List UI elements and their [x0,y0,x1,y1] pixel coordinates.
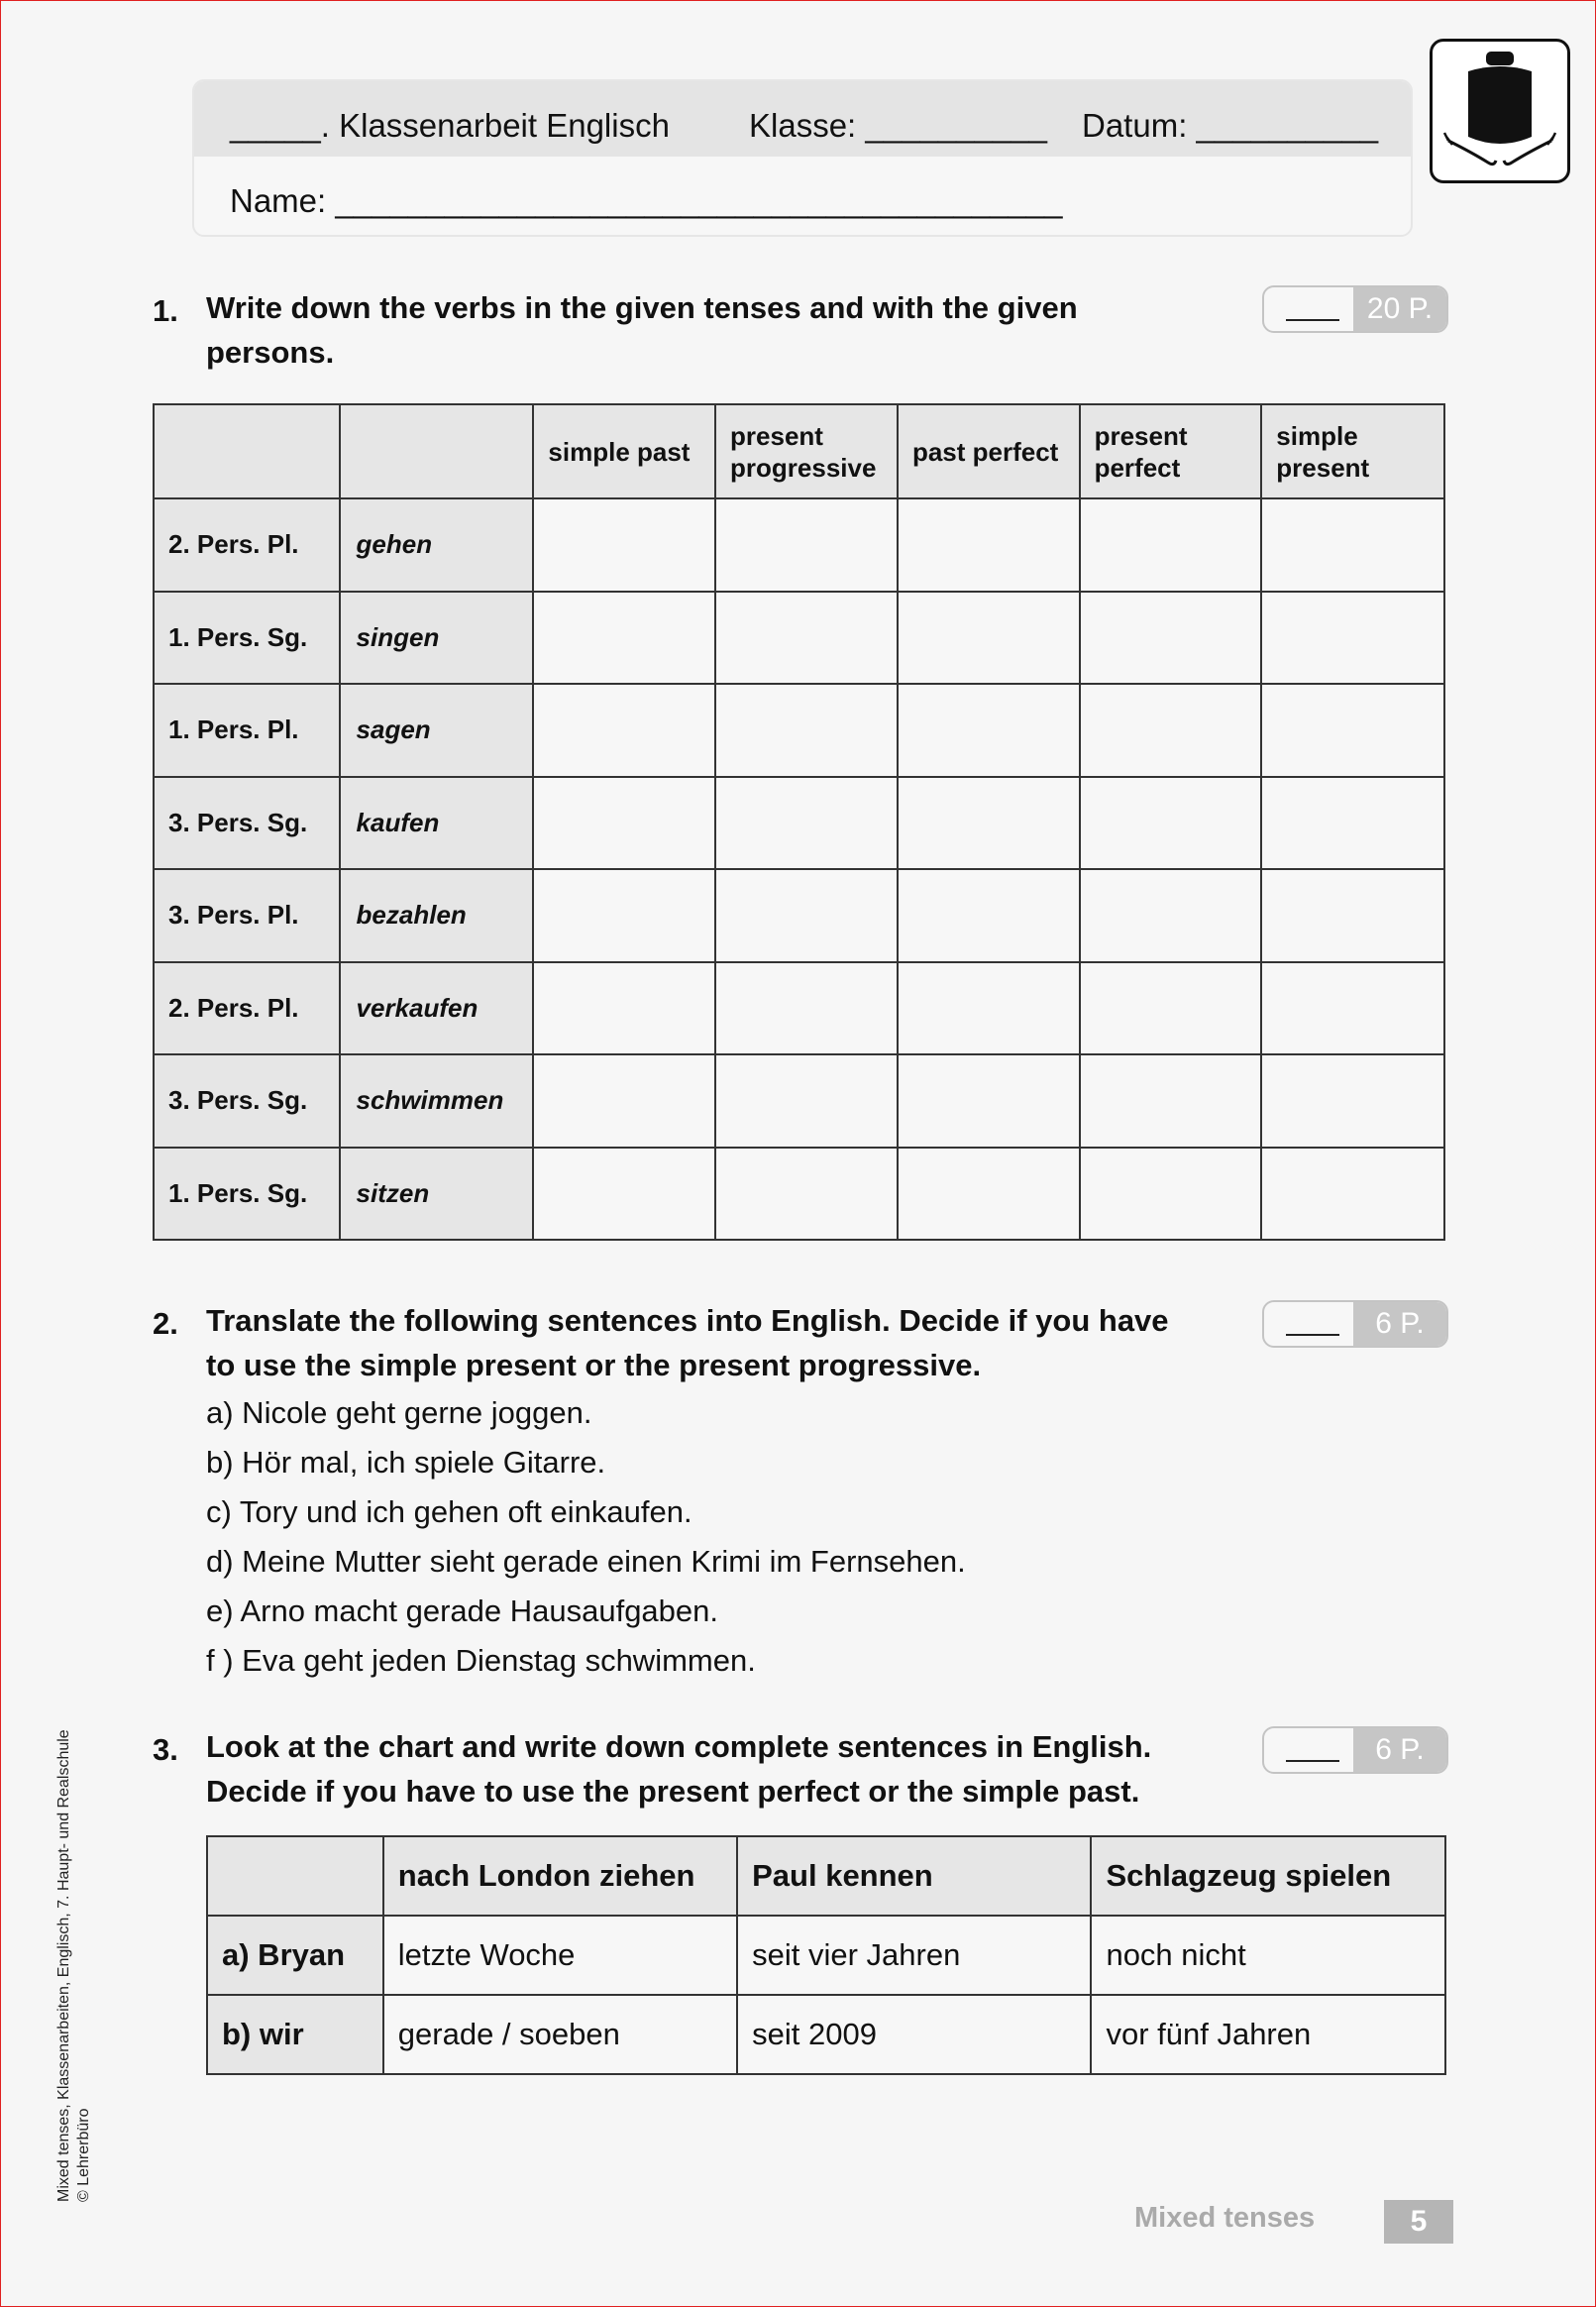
chart-header-row [207,1836,1445,1916]
task2-number: 2. [153,1306,178,1341]
answer-cell[interactable] [1080,777,1262,870]
chart-row [207,1916,1445,1995]
answer-cell[interactable] [533,684,715,777]
person-cell: 1. Pers. Sg. [154,592,340,685]
task1-points-box [1262,285,1448,333]
answer-cell[interactable] [533,498,715,592]
verb-cell: schwimmen [340,1054,534,1148]
answer-cell[interactable] [715,592,898,685]
answer-cell[interactable] [1080,684,1262,777]
verb-cell: bezahlen [340,869,534,962]
answer-cell[interactable] [533,869,715,962]
tense-header-line: past perfect [911,436,1059,467]
verb-row [154,1054,1444,1148]
answer-cell[interactable] [1261,962,1444,1055]
chart-header-cell: Schlagzeug spielen [1091,1836,1445,1916]
chart-corner-cell [207,1836,383,1916]
empty-header-cell [340,404,534,498]
answer-cell[interactable] [715,1148,898,1241]
chart-row-label: a) Bryan [207,1916,383,1995]
tense-header-line: present [1276,452,1370,483]
chart-row-label: b) wir [207,1995,383,2074]
sentence-item: e) Arno macht gerade Hausaufgaben. [206,1593,719,1628]
answer-cell[interactable] [1080,498,1262,592]
chart-cell: letzte Woche [383,1916,737,1995]
sentence-item: c) Tory und ich gehen oft einkaufen. [206,1494,692,1529]
answer-cell[interactable] [898,1148,1080,1241]
task3-points-box [1262,1726,1448,1774]
verb-cell: sitzen [340,1148,534,1241]
empty-header-cell [154,404,340,498]
tense-header-line: perfect [1094,452,1181,483]
tense-header-cell [898,404,1080,498]
tense-header-row [154,404,1444,498]
verb-cell: singen [340,592,534,685]
verb-cell: verkaufen [340,962,534,1055]
answer-cell[interactable] [898,869,1080,962]
task3-title-line2: Decide if you have to use the present perfect or the simple past. [206,1774,1140,1809]
task1-number: 1. [153,293,178,328]
answer-cell[interactable] [533,1148,715,1241]
tense-header-line: simple [1276,420,1358,451]
person-cell: 2. Pers. Pl. [154,498,340,592]
copyright-line1: Mixed tenses, Klassenarbeiten, Englisch, 7. Haupt- und Realschule [55,1729,72,2202]
answer-cell[interactable] [1080,869,1262,962]
points-blank[interactable] [1264,1302,1353,1346]
chart-cell: seit 2009 [737,1995,1091,2074]
answer-cell[interactable] [1261,869,1444,962]
points-value: 6 P. [1353,1302,1446,1346]
verb-tense-table [153,403,1445,1241]
verb-cell: kaufen [340,777,534,870]
publisher-logo [1430,39,1570,183]
chart-cell: gerade / soeben [383,1995,737,2074]
person-cell: 1. Pers. Pl. [154,684,340,777]
chart-header-cell: Paul kennen [737,1836,1091,1916]
sentence-item: a) Nicole geht gerne joggen. [206,1395,592,1430]
answer-cell[interactable] [533,777,715,870]
answer-cell[interactable] [898,684,1080,777]
answer-cell[interactable] [533,592,715,685]
tense-header-line: present [730,420,823,451]
answer-cell[interactable] [1261,1054,1444,1148]
verb-cell: sagen [340,684,534,777]
points-value: 20 P. [1353,287,1446,331]
answer-cell[interactable] [715,777,898,870]
footer-title: Mixed tenses [1134,2202,1316,2234]
verb-row [154,1148,1444,1241]
answer-cell[interactable] [1080,1148,1262,1241]
points-value: 6 P. [1353,1728,1446,1772]
tense-header-cell [1261,404,1444,498]
chart-cell: vor fünf Jahren [1091,1995,1445,2074]
answer-cell[interactable] [1080,592,1262,685]
name-label: Name: ________________________________________ [230,182,1063,219]
answer-cell[interactable] [898,777,1080,870]
answer-cell[interactable] [533,1054,715,1148]
answer-cell[interactable] [715,1054,898,1148]
chart-cell: seit vier Jahren [737,1916,1091,1995]
answer-cell[interactable] [1261,592,1444,685]
verb-cell: gehen [340,498,534,592]
tense-header-line: simple past [548,436,691,467]
chart-row [207,1995,1445,2074]
sentence-item: f ) Eva geht jeden Dienstag schwimmen. [206,1643,756,1678]
verb-row [154,962,1444,1055]
task1-title-line2: persons. [206,335,335,370]
person-cell: 1. Pers. Sg. [154,1148,340,1241]
task2-title [206,1298,1169,1387]
copyright-sidebar [54,1729,94,2202]
task2-points-box [1262,1300,1448,1348]
chart-table [206,1835,1446,2075]
verb-row [154,684,1444,777]
answer-cell[interactable] [715,498,898,592]
header-top-row [194,81,1411,157]
task3-title [206,1724,1151,1813]
person-cell: 3. Pers. Sg. [154,777,340,870]
answer-cell[interactable] [715,869,898,962]
tense-header-cell [1080,404,1262,498]
sentence-list [206,1395,966,1693]
verb-row [154,592,1444,685]
task1-title [206,285,1078,375]
chart-header-cell: nach London ziehen [383,1836,737,1916]
header-name-row [194,157,1411,235]
task2-title-line2: to use the simple present or the present progressive. [206,1348,982,1382]
exam-header [192,79,1413,237]
verb-row [154,869,1444,962]
answer-cell[interactable] [898,962,1080,1055]
answer-cell[interactable] [1261,498,1444,592]
task2-title-line1: Translate the following sentences into English. Decide if you have [206,1303,1169,1338]
sentence-item: d) Meine Mutter sieht gerade einen Krimi im Fernsehen. [206,1544,966,1579]
verb-row [154,777,1444,870]
date-label: Datum: __________ [1082,107,1379,144]
class-label: Klasse: __________ [749,107,1047,144]
points-blank[interactable] [1264,1728,1353,1772]
task3-number: 3. [153,1732,178,1767]
tense-header-line: present [1094,420,1188,451]
exam-label: _____. Klassenarbeit Englisch [230,107,670,144]
answer-cell[interactable] [1080,1054,1262,1148]
answer-cell[interactable] [898,1054,1080,1148]
tense-header-cell [533,404,715,498]
answer-cell[interactable] [715,684,898,777]
task1-title-line1: Write down the verbs in the given tenses and with the given [206,290,1078,325]
answer-cell[interactable] [1080,962,1262,1055]
answer-cell[interactable] [1261,684,1444,777]
points-blank[interactable] [1264,287,1353,331]
copyright-line2: © Lehrerbüro [75,2108,92,2202]
person-cell: 3. Pers. Sg. [154,1054,340,1148]
chart-cell: noch nicht [1091,1916,1445,1995]
tense-header-line: progressive [730,452,877,483]
page-number: 5 [1384,2200,1453,2244]
weight-in-hands-icon [1433,42,1567,180]
verb-row [154,498,1444,592]
person-cell: 2. Pers. Pl. [154,962,340,1055]
answer-cell[interactable] [1261,777,1444,870]
answer-cell[interactable] [533,962,715,1055]
sentence-item: b) Hör mal, ich spiele Gitarre. [206,1445,606,1480]
answer-cell[interactable] [898,498,1080,592]
task3-title-line1: Look at the chart and write down complete sentences in English. [206,1729,1152,1764]
answer-cell[interactable] [715,962,898,1055]
answer-cell[interactable] [898,592,1080,685]
person-cell: 3. Pers. Pl. [154,869,340,962]
answer-cell[interactable] [1261,1148,1444,1241]
tense-header-cell [715,404,898,498]
